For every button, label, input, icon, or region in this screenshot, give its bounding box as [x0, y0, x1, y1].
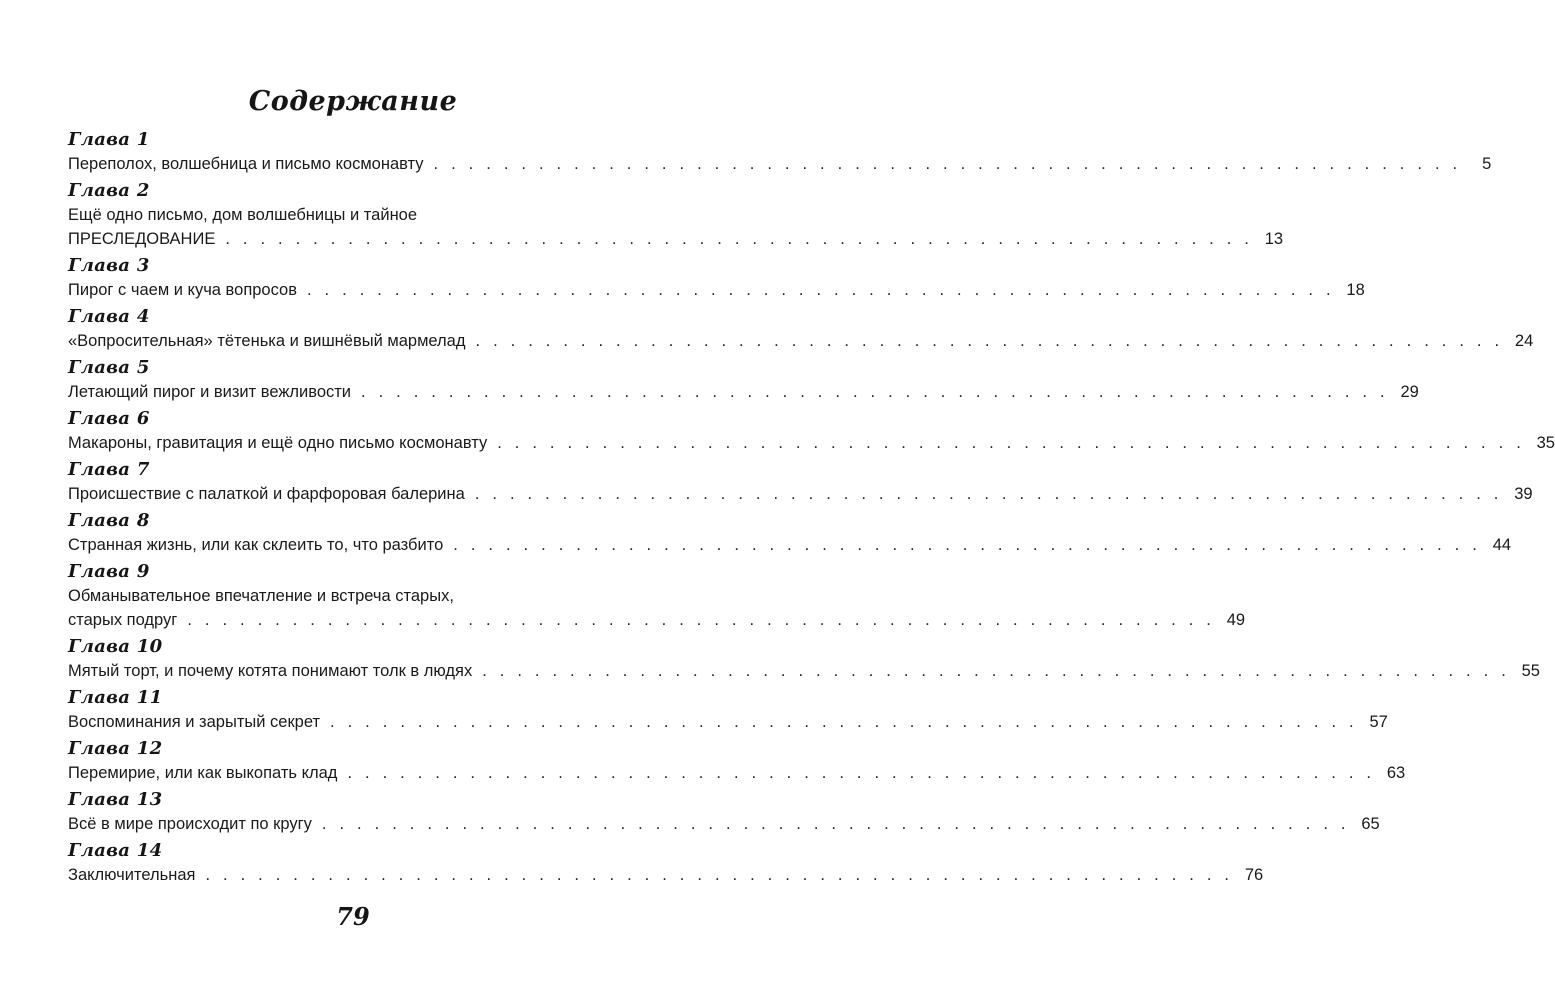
- chapter-page-number: 29: [1400, 383, 1419, 401]
- chapter-title: Заключительная: [68, 866, 196, 884]
- chapter-title: Мятый торт, и почему котята понимают толк в людях: [68, 662, 473, 680]
- toc-line: [68, 584, 602, 608]
- chapter-page-number: 39: [1514, 485, 1533, 503]
- chapter-title: Макароны, гравитация и ещё одно письмо космонавту: [68, 434, 488, 452]
- toc-line: [68, 227, 1284, 251]
- dot-leader: . . . . . . . . . . . . . . . . . . . . . . . . . . . . . . . . . . . . . . . . . . . . . . . . . . . . . . . . . . .: [453, 536, 1482, 554]
- toc-line: [68, 431, 1555, 455]
- chapter-title: Перемирие, или как выкопать клад: [68, 764, 338, 782]
- chapter-title: Летающий пирог и визит вежливости: [68, 383, 352, 401]
- dot-leader: . . . . . . . . . . . . . . . . . . . . . . . . . . . . . . . . . . . . . . . . . . . . . . . . . . . . . . . . . . .: [330, 713, 1358, 731]
- toc-line: [68, 533, 1512, 557]
- toc-entry: [68, 737, 1406, 785]
- chapter-title: Ещё одно письмо, дом волшебницы и тайное: [68, 206, 418, 224]
- toc-line: [68, 608, 1246, 632]
- toc-entry: [68, 179, 1284, 251]
- toc-entry: [68, 839, 1264, 887]
- toc-line: [68, 710, 1388, 734]
- toc-entry: [68, 128, 1492, 176]
- chapter-label: Глава 13: [68, 789, 163, 810]
- chapter-page-number: 5: [1482, 155, 1492, 173]
- dot-leader: . . . . . . . . . . . . . . . . . . . . . . . . . . . . . . . . . . . . . . . . . . . . . . . . . . . . . . . . . . .: [306, 281, 1335, 299]
- dot-leader: . . . . . . . . . . . . . . . . . . . . . . . . . . . . . . . . . . . . . . . . . . . . . . . . . . . . . . . . . . .: [497, 434, 1525, 452]
- chapter-label: Глава 3: [68, 255, 150, 276]
- toc-line: [68, 863, 1264, 887]
- toc-entry: [68, 356, 1419, 404]
- chapter-page-number: 76: [1244, 866, 1264, 884]
- dot-leader: . . . . . . . . . . . . . . . . . . . . . . . . . . . . . . . . . . . . . . . . . . . . . . . . . . . . . . . . . . .: [433, 155, 1462, 173]
- chapter-label: Глава 8: [68, 510, 150, 531]
- toc-entry: [68, 686, 1388, 734]
- dot-leader: . . . . . . . . . . . . . . . . . . . . . . . . . . . . . . . . . . . . . . . . . . . . . . . . . . . . . . . . . . .: [205, 866, 1234, 884]
- chapter-page-number: 49: [1226, 611, 1246, 629]
- toc-line: [68, 380, 1419, 404]
- toc-entry: [68, 509, 1512, 557]
- chapter-label: Глава 4: [68, 306, 150, 327]
- table-of-contents: [68, 128, 1555, 887]
- chapter-title: «Вопросительная» тётенька и вишнёвый мармелад: [68, 332, 466, 350]
- chapter-label: Глава 1: [68, 129, 150, 150]
- chapter-title: ПРЕСЛЕДОВАНИЕ: [68, 230, 216, 248]
- chapter-page-number: 13: [1264, 230, 1284, 248]
- toc-entry: [68, 407, 1555, 455]
- toc-line: [68, 482, 1533, 506]
- chapter-label: Глава 6: [68, 408, 150, 429]
- toc-entry: [68, 458, 1533, 506]
- chapter-label: Глава 5: [68, 357, 150, 378]
- toc-entry: [68, 635, 1540, 683]
- chapter-label: Глава 7: [68, 459, 150, 480]
- chapter-label: Глава 11: [68, 687, 163, 708]
- chapter-title: старых подруг: [68, 611, 178, 629]
- chapter-label: Глава 12: [68, 738, 163, 759]
- chapter-page-number: 57: [1369, 713, 1388, 731]
- dot-leader: . . . . . . . . . . . . . . . . . . . . . . . . . . . . . . . . . . . . . . . . . . . . . . . . . . . . . . . . . . .: [321, 815, 1350, 833]
- chapter-title: Пирог с чаем и куча вопросов: [68, 281, 297, 299]
- chapter-title: Странная жизнь, или как склеить то, что разбито: [68, 536, 444, 554]
- toc-entry: [68, 305, 1534, 353]
- toc-entry: [68, 788, 1380, 836]
- chapter-title: Обманывательное впечатление и встреча старых,: [68, 587, 454, 605]
- toc-line: [68, 812, 1380, 836]
- toc-line: [68, 761, 1406, 785]
- chapter-page-number: 24: [1514, 332, 1534, 350]
- chapter-title: Переполох, волшебница и письмо космонавту: [68, 155, 424, 173]
- toc-title: Содержание: [248, 86, 458, 117]
- chapter-label: Глава 10: [68, 636, 163, 657]
- chapter-page-number: 65: [1361, 815, 1380, 833]
- chapter-page-number: 44: [1492, 536, 1512, 554]
- dot-leader: . . . . . . . . . . . . . . . . . . . . . . . . . . . . . . . . . . . . . . . . . . . . . . . . . . . . . . . . . . .: [347, 764, 1376, 782]
- dot-leader: . . . . . . . . . . . . . . . . . . . . . . . . . . . . . . . . . . . . . . . . . . . . . . . . . . . . . . . . . . .: [475, 332, 1504, 350]
- toc-line: [68, 329, 1534, 353]
- toc-entry: [68, 254, 1365, 302]
- chapter-page-number: 63: [1386, 764, 1406, 782]
- chapter-page-number: 35: [1536, 434, 1555, 452]
- chapter-title: Воспоминания и зарытый секрет: [68, 713, 321, 731]
- toc-line: [68, 278, 1365, 302]
- dot-leader: . . . . . . . . . . . . . . . . . . . . . . . . . . . . . . . . . . . . . . . . . . . . . . . . . . . . . . . . . . .: [361, 383, 1389, 401]
- toc-line: [68, 659, 1540, 683]
- chapter-title: Всё в мире происходит по кругу: [68, 815, 312, 833]
- toc-line: [68, 152, 1492, 176]
- toc-line: [68, 203, 602, 227]
- chapter-page-number: 18: [1346, 281, 1365, 299]
- chapter-title: Происшествие с палаткой и фарфоровая балерина: [68, 485, 465, 503]
- page-number: 79: [336, 902, 370, 931]
- dot-leader: . . . . . . . . . . . . . . . . . . . . . . . . . . . . . . . . . . . . . . . . . . . . . . . . . . . . . . . . . . .: [187, 611, 1216, 629]
- chapter-label: Глава 2: [68, 180, 150, 201]
- chapter-label: Глава 14: [68, 840, 163, 861]
- dot-leader: . . . . . . . . . . . . . . . . . . . . . . . . . . . . . . . . . . . . . . . . . . . . . . . . . . . . . . . . . . .: [482, 662, 1510, 680]
- dot-leader: . . . . . . . . . . . . . . . . . . . . . . . . . . . . . . . . . . . . . . . . . . . . . . . . . . . . . . . . . . .: [225, 230, 1254, 248]
- dot-leader: . . . . . . . . . . . . . . . . . . . . . . . . . . . . . . . . . . . . . . . . . . . . . . . . . . . . . . . . . . .: [474, 485, 1503, 503]
- chapter-page-number: 55: [1521, 662, 1540, 680]
- toc-entry: [68, 560, 1246, 632]
- chapter-label: Глава 9: [68, 561, 150, 582]
